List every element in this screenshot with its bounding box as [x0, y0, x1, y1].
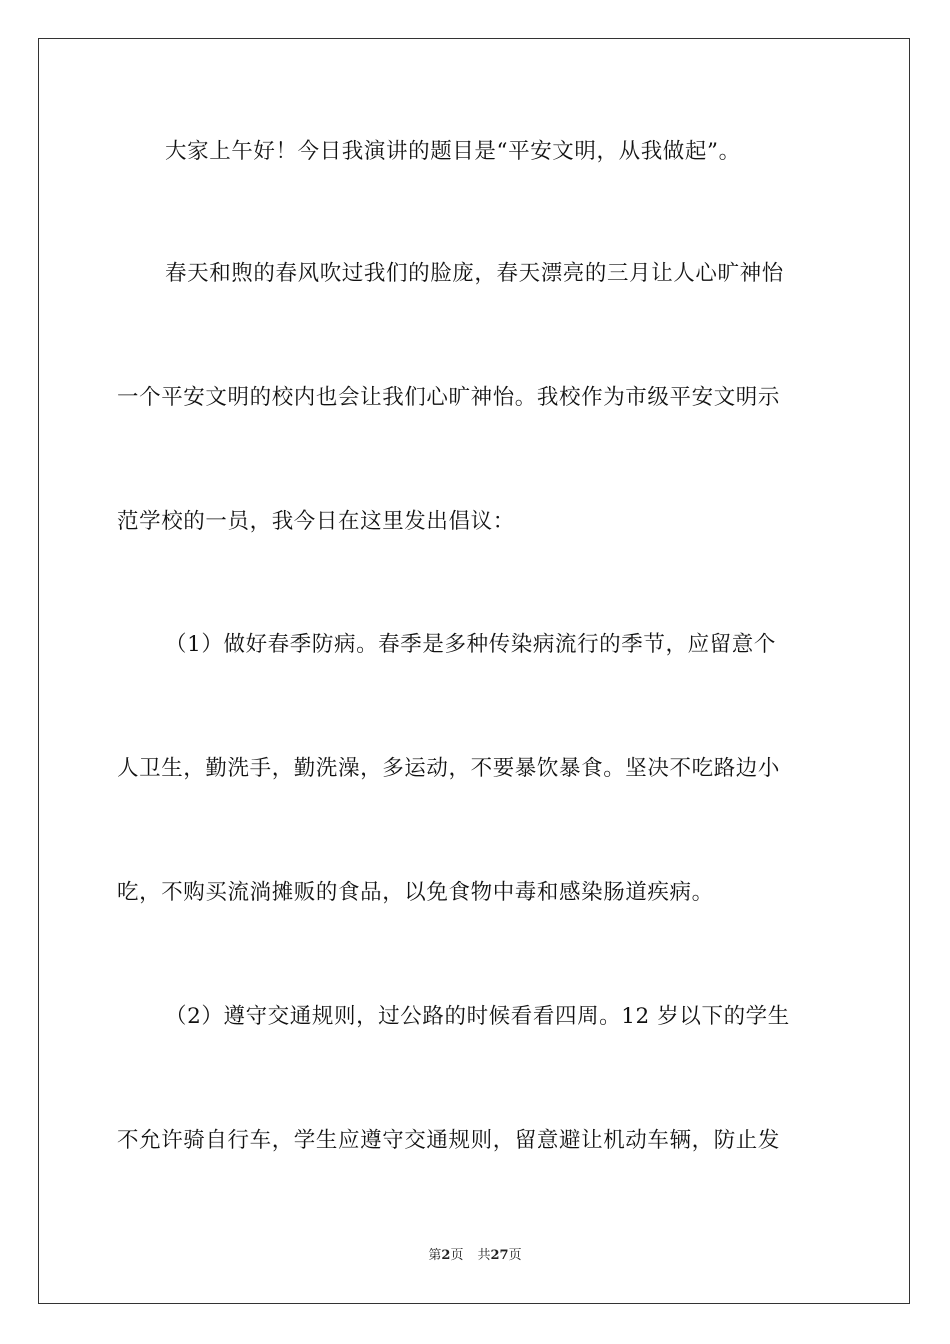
- footer-page-suffix: 页: [450, 1248, 464, 1263]
- paragraph-line-7: 吃，不购买流淌摊贩的食品，以免食物中毒和感染肠道疾病。: [117, 880, 714, 905]
- paragraph-line-8: （2）遵守交通规则，过公路的时候看看四周。12 岁以下的学生: [165, 1004, 790, 1029]
- footer-total-prefix: 共: [477, 1248, 491, 1263]
- paragraph-line-9: 不允许骑自行车，学生应遵守交通规则，留意避让机动车辆，防止发: [117, 1128, 781, 1153]
- page-footer: [0, 1247, 950, 1265]
- paragraph-line-5: （1）做好春季防病。春季是多种传染病流行的季节，应留意个: [165, 632, 776, 657]
- page-border: [38, 38, 910, 1304]
- paragraph-line-1: 大家上午好！今日我演讲的题目是“平安文明，从我做起”。: [165, 139, 741, 164]
- footer-page-number: 2: [441, 1248, 451, 1263]
- paragraph-line-3: 一个平安文明的校内也会让我们心旷神怡。我校作为市级平安文明示: [117, 385, 781, 410]
- footer-total-suffix: 页: [508, 1248, 522, 1263]
- paragraph-line-4: 范学校的一员，我今日在这里发出倡议：: [117, 509, 515, 534]
- paragraph-line-2: 春天和煦的春风吹过我们的脸庞，春天漂亮的三月让人心旷神怡: [165, 261, 784, 286]
- footer-page-prefix: 第: [428, 1248, 442, 1263]
- paragraph-line-6: 人卫生，勤洗手，勤洗澡，多运动，不要暴饮暴食。坚决不吃路边小: [117, 756, 781, 781]
- footer-total-pages: 27: [490, 1248, 509, 1263]
